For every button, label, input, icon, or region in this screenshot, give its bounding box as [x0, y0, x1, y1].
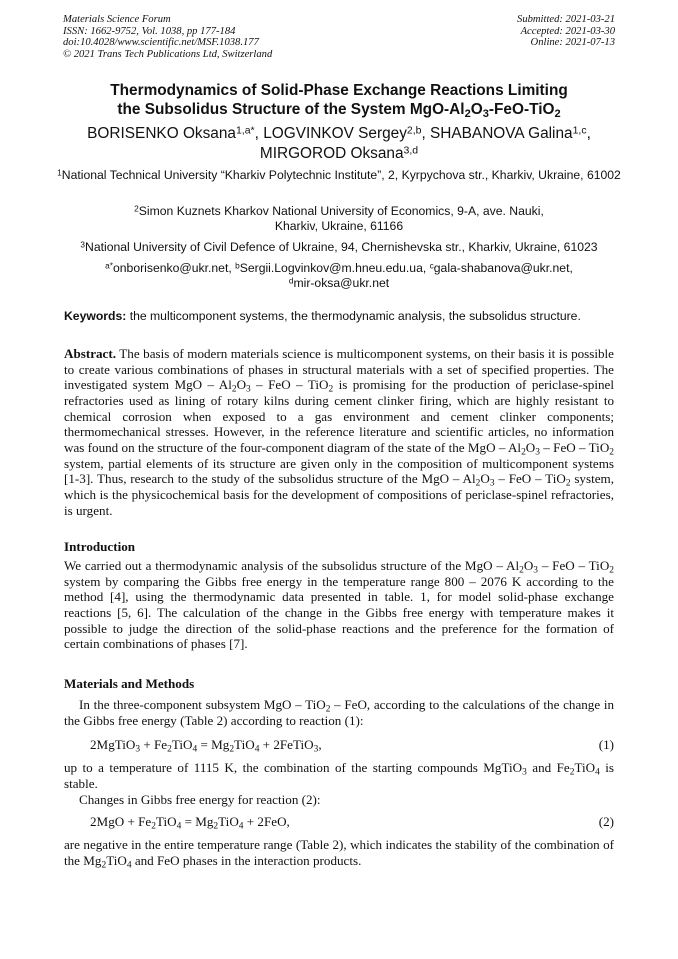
- affiliation-1: $^1$National Technical University “Kharkiv Polytechnic Institute”, 2, Kyrpychova str., Kharkiv, Ukraine, 61002: [57, 167, 621, 182]
- methods-paragraph-4: are negative in the entire temperature range (Table 2), which indicates the stability of the combination of the $Mg_2TiO_4$ and FeO phases in the interaction products.: [64, 837, 614, 870]
- abstract-label: Abstract.: [64, 346, 116, 361]
- methods-paragraph-1: In the three-component subsystem MgO – TiO$_2$ – FeO, according to the calculations of the change in the Gibbs free energy (Table 2) according to reaction (1):: [64, 697, 615, 728]
- email-link[interactable]: gala-shabanova@ukr.net,: [433, 261, 573, 275]
- doi-line: doi:10.4028/www.scientific.net/MSF.1038.177: [63, 37, 259, 49]
- author-name: MIRGOROD Oksana: [259, 144, 404, 162]
- methods-heading: Materials and Methods: [64, 676, 195, 691]
- methods-paragraph-3: Changes in Gibbs free energy for reaction (2):: [79, 792, 321, 807]
- issn-line: ISSN: 1662-9752, Vol. 1038, pp 177-184: [63, 25, 236, 37]
- equation-number: (2): [598, 814, 614, 829]
- affiliation-2: $^2$Simon Kuznets Kharkov National University of Economics, 9-A, ave. Nauki, Kharkiv, Ukraine, 61166: [134, 203, 544, 233]
- journal-name: Materials Science Forum: [63, 14, 171, 25]
- author-name: BORISENKO Oksana: [87, 125, 236, 142]
- equation-1: 2MgTiO$_3$ + $Fe_2TiO_4 = Mg_2TiO_4$ + 2FeTiO$_3$, (1): [90, 737, 614, 755]
- author-name: SHABANOVA Galina: [430, 125, 573, 142]
- title-line-2: the Subsolidus Structure of the System MgO-$Al_2O_3-FeO-TiO_2$: [117, 100, 561, 120]
- affiliation-3: $^3$National University of Civil Defence of Ukraine, 94, Chernishevska str., Kharkiv, Ukraine, 61023: [80, 239, 598, 254]
- email-link[interactable]: Sergii.Logvinkov@m.hneu.edu.ua,: [239, 261, 430, 275]
- keywords-text: the multicomponent systems, the thermodynamic analysis, the subsolidus structure.: [126, 309, 581, 323]
- equation-2: $2MgO + Fe_2TiO_4 = Mg_2TiO_4 + 2FeO$, (2): [90, 814, 614, 832]
- keywords-label: Keywords:: [64, 309, 127, 323]
- submitted-date: Submitted: 2021-03-21: [517, 14, 615, 25]
- author-list: BORISENKO Oksana$^{1,a*}$, LOGVINKOV Sergey$^{2,b}$, SHABANOVA Galina$^{1,c}$, MIRGOROD Oksana$^{3,d}$: [87, 125, 591, 162]
- title-line-1: Thermodynamics of Solid-Phase Exchange Reactions Limiting: [110, 82, 568, 99]
- introduction-text: We carried out a thermodynamic analysis of the subsolidus structure of the MgO – $Al_2O_3$ – FeO – TiO$_2$ system by comparing the Gibbs free energy in the temperature range 800 – 2076 K according to the method [4], using the thermodynamic data presented in table. 1, for model solid-phase exchange reactions [5, 6]. The calculation of the change in the Gibbs free energy with temperature makes it possible to judge the direction of the solid-phase reactions and the preference for the formation of certain combinations of phases [7].: [64, 558, 614, 652]
- keywords: [64, 309, 614, 324]
- online-date: Online: 2021-07-13: [530, 37, 615, 49]
- equation-number: (1): [598, 737, 614, 752]
- email-list: $^{a*}$onborisenko@ukr.net, $^b$Sergii.Logvinkov@m.hneu.edu.ua, $^c$gala-shabanova@ukr.net, $^d$mir-oksa@ukr.net: [105, 260, 573, 290]
- accepted-date: Accepted: 2021-03-30: [520, 25, 615, 37]
- author-name: LOGVINKOV Sergey: [263, 125, 407, 142]
- methods-paragraph-2: up to a temperature of 1115 K, the combination of the starting compounds MgTiO$_3$ and $Fe_2TiO_4$ is stable.: [64, 760, 615, 791]
- introduction-heading: Introduction: [64, 539, 136, 554]
- email-link[interactable]: onborisenko@ukr.net,: [112, 261, 236, 275]
- abstract: Abstract. The basis of modern materials science is multicomponent systems, on their basis it is possible to create various combinations of phases in structural materials with a set of specified properties. The investigated system MgO – $Al_2O_3$ – FeO – TiO$_2$ is promising for the production of periclase-spinel refractories used as lining of rotary kilns during cement clinker firing, which are highly resistant to chemical corrosion when exposed to a gas environment and cement clinker components; thermomechanical stresses. However, in the reference literature and scientific articles, no information was found on the structure of the four-component diagram of the state of the MgO – $Al_2O_3$ – FeO – TiO$_2$ system, partial elements of its structure are given only in the composition of multicomponent systems [1-3]. Thus, research to the study of the subsolidus structure of the MgO – $Al_2O_3$ – FeO – TiO$_2$ system, which is the physicochemical basis for the development of compositions of periclase-spinel refractories, is urgent.: [64, 346, 614, 518]
- journal-info: [63, 14, 272, 60]
- copyright-line: © 2021 Trans Tech Publications Ltd, Switzerland: [63, 48, 273, 60]
- email-link[interactable]: mir-oksa@ukr.net: [293, 275, 390, 290]
- paper-title: [40, 82, 638, 119]
- dates-info: [517, 14, 615, 49]
